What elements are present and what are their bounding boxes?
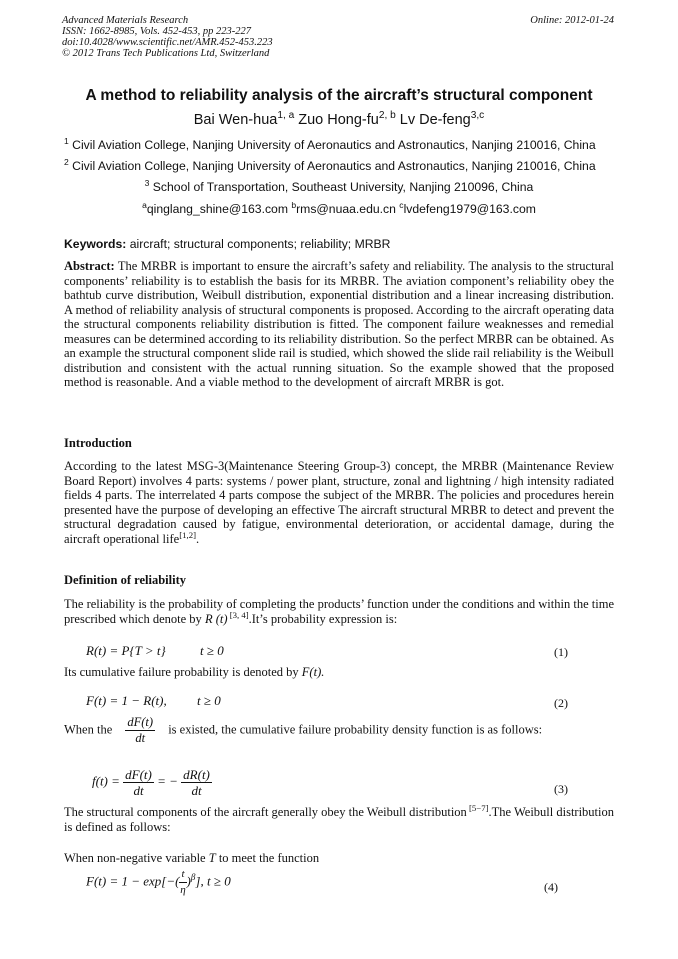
equation-2-condition: t ≥ 0 [197,693,221,708]
abstract-label: Abstract: [64,259,115,273]
intro-heading: Introduction [64,436,132,450]
intro-paragraph: According to the latest MSG-3(Maintenance Steering Group-3) concept, the MRBR (Maintenance Review Board Report) involves 4 parts: systems / power plant, structure, zonal and lightning / high intensity radiated fields 4 parts. The interrelated 4 parts compose the subject of the MRBR. The policies and procedures herein presented have the purpose of developing an effective The aircraft structural MRBR to detect and prevent the structural degradation caused by fatigue, environmental deterioration, or accidental damage, during the aircraft operational life[1,2]. [64,459,614,546]
email-link[interactable]: lvdefeng1979@163.com [403,202,536,216]
paper-title: A method to reliability analysis of the aircraft’s structural component [85,87,593,104]
affiliation-3: $^3$ School of Transportation, Southeast University, Nanjing 210096, China [144,177,534,194]
abstract-text: The MRBR is important to ensure the aircraft’s safety and reliability. The analysis to the structural components’ reliability is to establish the basis for its MRBR. The aviation component’s reliability obey the bathtub curve distribution, Weibull distribution, exponential distribution and a linear increasing distribution. A method of reliability analysis of structural components is proposed. According to the aircraft operating data the structural components reliability distribution is fitted. The component failure weaknesses and remedial measures can be determined according to its reliability distribution. So the perfect MRBR can be obtained. As an example the structural component slide rail is studied, which showed the slide rail reliability is the Weibull distribution and consistent with the actual running situation. So the example showed that the proposed method is reasonable. And a viable method to the development of aircraft MRBR is got. [64,259,614,389]
fraction-t-eta: $\frac{t}{\eta}$ [180,868,186,896]
author-sup: 1, a [277,110,295,122]
equation-2-number: (2) [554,696,568,710]
author-name: Bai Wen-hua [193,112,278,128]
equation-1: R(t) = P{T > t} [86,643,166,658]
affiliation-2: $^2$ Civil Aviation College, Nanjing University of Aeronautics and Astronautics, Nanjing 210016, China [64,156,596,173]
equation-4-number: (4) [544,880,558,894]
definition-paragraph-5: When non-negative variable T to meet the function [64,851,320,865]
email-list: $^a$qinglang_shine@163.com $^b$rms@nuaa.edu.cn $^c$lvdefeng1979@163.com [142,199,536,216]
copyright: © 2012 Trans Tech Publications Ltd, Switzerland [62,48,270,59]
equation-1-number: (1) [554,645,568,659]
doi: doi:10.4028/www.scientific.net/AMR.452-453.223 [62,37,273,48]
equation-2: F(t) = 1 − R(t), [86,693,167,708]
equation-4: F(t) = 1 − exp[−( $\frac{t}{\eta}$ )$^\beta$], t ≥ 0 [86,868,231,896]
email-link[interactable]: rms@nuaa.edu.cn [296,202,396,216]
definition-paragraph-1: The reliability is the probability of completing the products’ function under the conditions and within the time prescribed which denote by R (t) [3, 4].It’s probability expression is: [64,597,614,626]
definition-paragraph-4: The structural components of the aircraft generally obey the Weibull distribution [5−7].The Weibull distribution is defined as follows: [64,802,615,834]
journal-header [62,15,273,59]
author-sup: 3,c [470,110,485,122]
author-name: Lv De-feng [399,112,471,128]
fraction-dF-dt: $\frac{dF(t)}{dt}$ [127,715,154,745]
definition-paragraph-3: When the $\frac{dF(t)}{dt}$ is existed, the cumulative failure probability density function is as follows: [64,715,543,745]
author-list [0,112,678,128]
equation-3-number: (3) [554,782,568,796]
equation-3: f(t) = $\frac{dF(t)}{dt}$ = − $\frac{dR(t)}{dt}$ [92,767,210,798]
definition-paragraph-2: Its cumulative failure probability is denoted by F(t). [64,665,325,679]
keywords-label: Keywords: [64,237,127,251]
keywords [64,237,390,251]
fraction-dR-dt: $\frac{dR(t)}{dt}$ [183,767,210,798]
equation-1-condition: t ≥ 0 [200,643,224,658]
citation: [3, 4] [227,609,249,620]
email-link[interactable]: qinglang_shine@163.com [146,202,288,216]
fraction-dF-dt: $\frac{dF(t)}{dt}$ [125,767,152,798]
journal-name: Advanced Materials Research [62,15,189,26]
online-date: Online: 2012-01-24 [530,15,614,26]
author-sup: 2, b [378,110,396,122]
abstract [64,259,614,390]
issn: ISSN: 1662-8985, Vols. 452-453, pp 223-227 [62,26,251,37]
keywords-text: aircraft; structural components; reliability; MRBR [129,237,391,251]
definition-heading: Definition of reliability [64,573,186,587]
author-name: Zuo Hong-fu [298,112,379,128]
citation: [1,2] [179,529,196,540]
affiliation-1: $^1$ Civil Aviation College, Nanjing University of Aeronautics and Astronautics, Nanjing 210016, China [64,135,596,152]
citation: [5−7] [466,802,489,813]
